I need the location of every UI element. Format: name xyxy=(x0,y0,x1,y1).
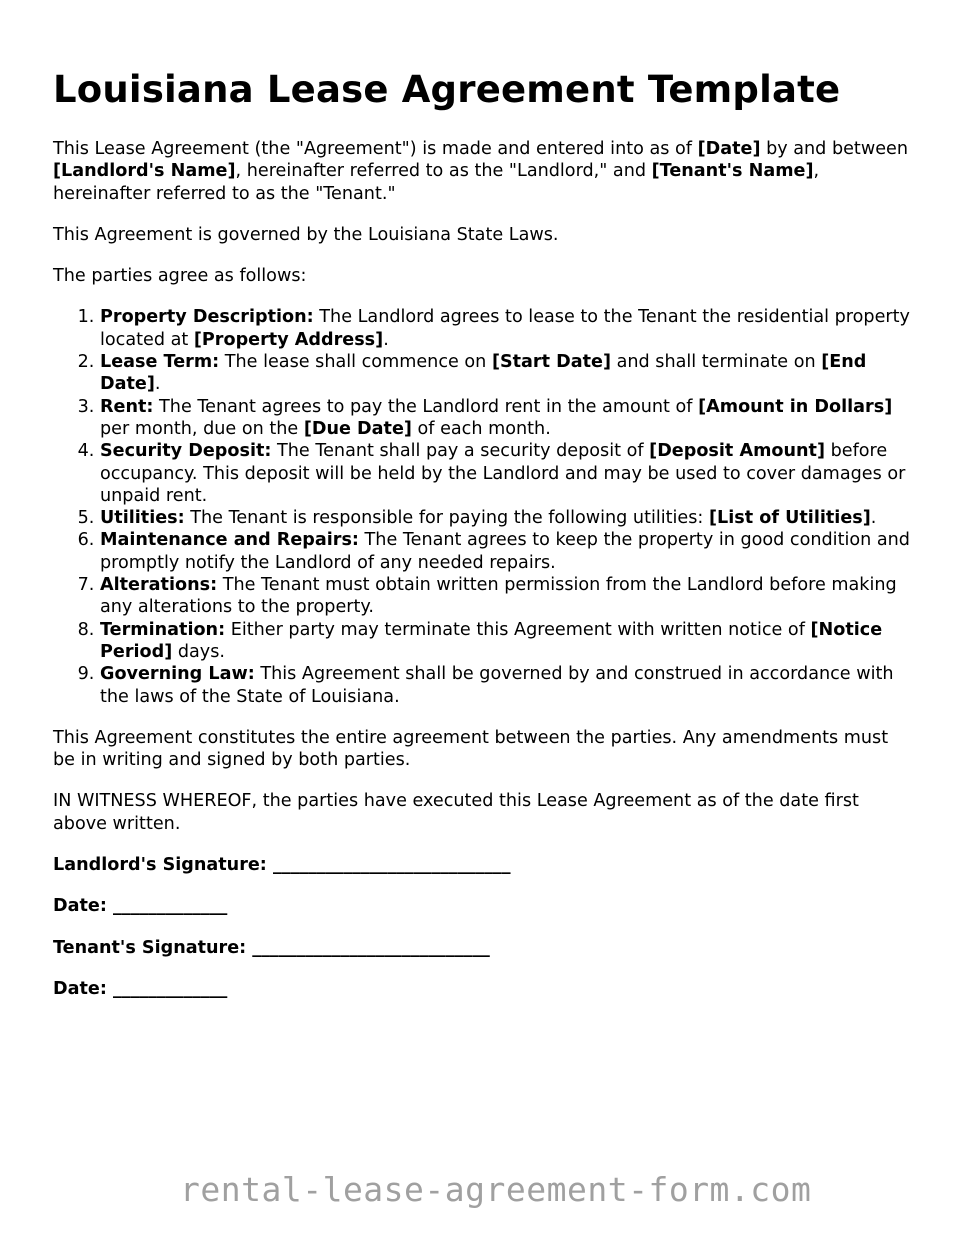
clause-heading: Lease Term: xyxy=(100,352,220,373)
clause-security-deposit xyxy=(100,440,913,507)
intro-paragraph xyxy=(53,138,913,205)
clause-text: and shall terminate on xyxy=(611,352,822,373)
clause-text: The Tenant shall pay a security deposit of xyxy=(271,441,650,462)
clause-heading: Termination: xyxy=(100,619,226,640)
clause-property-description xyxy=(100,306,913,351)
clause-heading: Rent: xyxy=(100,396,154,417)
landlord-name-placeholder: [Landlord's Name] xyxy=(53,161,236,182)
clause-lease-term xyxy=(100,351,913,396)
clause-text: per month, due on the xyxy=(100,418,304,439)
intro-text-4: , hereinafter referred to as the "Tenant." xyxy=(53,161,820,204)
clause-termination xyxy=(100,619,913,664)
clause-heading: Property Description: xyxy=(100,307,314,328)
clause-text: The lease shall commence on xyxy=(219,352,492,373)
parties-agree-paragraph: The parties agree as follows: xyxy=(53,266,307,287)
clause-text: . xyxy=(154,374,161,395)
clause-text: The Tenant must obtain written permission from the Landlord before making any alterations to the property. xyxy=(100,575,897,618)
tenant-name-placeholder: [Tenant's Name] xyxy=(651,161,814,182)
clause-text: Either party may terminate this Agreement with written notice of xyxy=(225,619,811,640)
intro-text-3: , hereinafter referred to as the "Landlord," and xyxy=(235,161,652,182)
clause-text: The Landlord agrees to lease to the Tenant the residential property located at xyxy=(100,307,910,350)
entire-agreement-paragraph: This Agreement constitutes the entire agreement between the parties. Any amendments must be in writing and signed by both parties. xyxy=(53,727,889,771)
clause-utilities xyxy=(100,507,913,529)
clause-heading: Maintenance and Repairs: xyxy=(100,530,359,551)
notice-period-placeholder: [Notice Period] xyxy=(100,619,883,662)
clause-governing-law xyxy=(100,663,913,708)
clause-text: before occupancy. This deposit will be held by the Landlord and may be used to cover damages or unpaid rent. xyxy=(100,441,906,506)
clause-rent xyxy=(100,396,913,441)
document-page xyxy=(53,68,913,1019)
clause-heading: Governing Law: xyxy=(100,664,255,685)
clause-text: This Agreement shall be governed by and construed in accordance with the laws of the State of Louisiana. xyxy=(100,664,894,707)
clause-maintenance xyxy=(100,529,913,574)
document-title: Louisiana Lease Agreement Template xyxy=(53,68,841,111)
clause-text: of each month. xyxy=(411,418,551,439)
clause-alterations xyxy=(100,574,913,619)
amount-placeholder: [Amount in Dollars] xyxy=(698,396,893,417)
property-address-placeholder: [Property Address] xyxy=(193,329,384,350)
start-date-placeholder: [Start Date] xyxy=(491,352,612,373)
end-date-placeholder: [End Date] xyxy=(100,352,867,395)
clause-text: days. xyxy=(172,641,225,662)
governed-paragraph: This Agreement is governed by the Louisiana State Laws. xyxy=(53,224,559,245)
tenant-signature-line: Tenant's Signature: ___________________________ xyxy=(53,937,490,958)
clause-text: . xyxy=(383,329,389,350)
clause-text: . xyxy=(870,508,877,529)
clause-text: The Tenant agrees to pay the Landlord rent in the amount of xyxy=(153,396,699,417)
clause-text: The Tenant is responsible for paying the following utilities: xyxy=(184,508,709,529)
due-date-placeholder: [Due Date] xyxy=(303,418,412,439)
deposit-amount-placeholder: [Deposit Amount] xyxy=(649,441,825,462)
clause-heading: Alterations: xyxy=(100,575,218,596)
tenant-date-line: Date: _____________ xyxy=(53,978,228,999)
clause-heading: Security Deposit: xyxy=(100,441,272,462)
watermark-text: rental-lease-agreement-form.com xyxy=(180,1170,812,1209)
witness-paragraph: IN WITNESS WHEREOF, the parties have executed this Lease Agreement as of the date first above written. xyxy=(53,791,859,834)
intro-text-2: by and between xyxy=(760,139,909,159)
clause-list xyxy=(53,306,913,707)
landlord-signature-line: Landlord's Signature: ___________________________ xyxy=(53,855,511,876)
landlord-date-line: Date: _____________ xyxy=(53,896,228,917)
utilities-placeholder: [List of Utilities] xyxy=(708,508,871,529)
clause-text: The Tenant agrees to keep the property in good condition and promptly notify the Landlord of any needed repairs. xyxy=(100,530,910,573)
date-placeholder: [Date] xyxy=(697,139,761,159)
clause-heading: Utilities: xyxy=(100,508,185,529)
intro-text-1: This Lease Agreement (the "Agreement") is made and entered into as of xyxy=(53,139,698,159)
